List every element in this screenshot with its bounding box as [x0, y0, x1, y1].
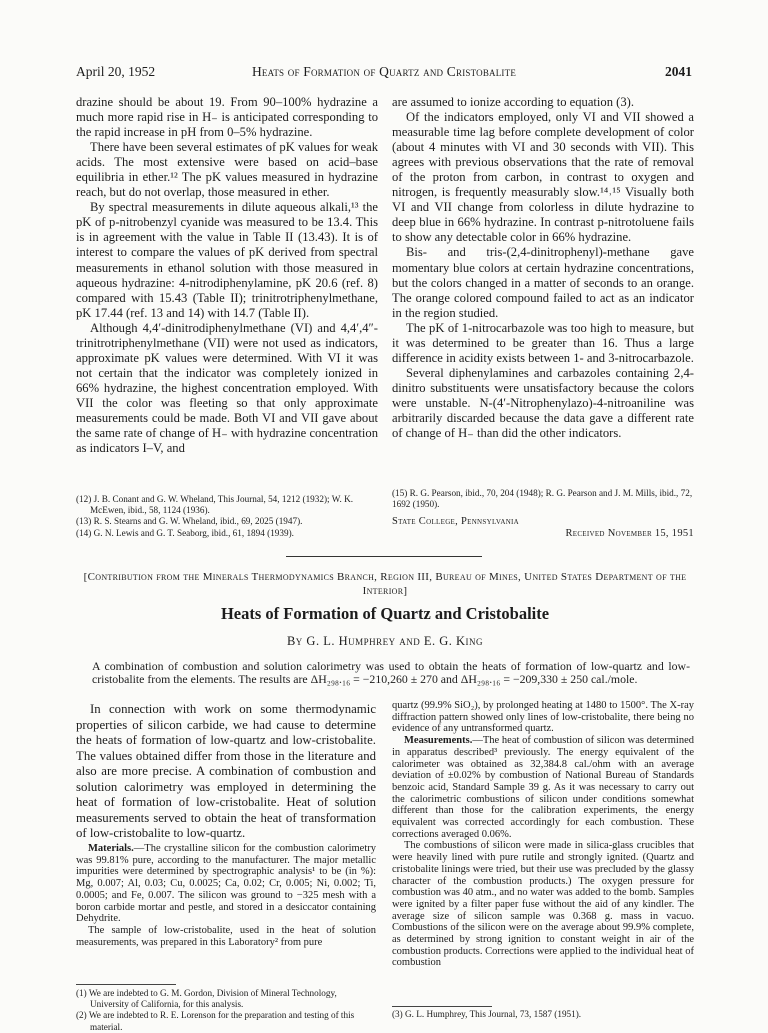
- article-footnote-right: (3) G. L. Humphrey, This Journal, 73, 1587 (1951).: [392, 1009, 582, 1019]
- top-left-column: [76, 95, 378, 456]
- footnote: (14) G. N. Lewis and G. T. Seaborg, ibid., 61, 1894 (1939).: [76, 527, 294, 538]
- abstract: A combination of combustion and solution calorimetry was used to obtain the heats of formation of low-quartz and low-cristobalite from the elements. The results are ΔH₂₉₈.₁₆ = −210,260 ± 270 and ΔH₂₉₈.₁₆ = −209,330 ± 250 cal./mole.: [92, 659, 690, 687]
- contribution-line: [Contribution from the Minerals Thermodynamics Branch, Region III, Bureau of Mines, United States Department of the Interior]: [83, 571, 687, 597]
- footnote: (1) We are indebted to G. M. Gordon, Division of Mineral Technology, University of California, for this analysis.: [76, 988, 337, 1010]
- paragraph: Of the indicators employed, only VI and VII showed a measurable time lag before complete development of color (about 4 minutes with VI and 30 seconds with VII). This agrees with previous observations that the rate of removal of the proton from carbon, in contrast to oxygen and nitrogen, is frequently measurably slow.¹⁴˒¹⁵ Visually both VI and VII change from colorless in dilute hydrazine to deep blue in 66% hydrazine. In contrast p-nitrotoluene fails to show any detectable color in 66% hydrazine.: [392, 110, 694, 245]
- paragraph: Several diphenylamines and carbazoles containing 2,4-dinitro substituents were unsatisfactory because the colors were unstable. N-(4′-Nitrophenylazo)-4-nitroaniline was arbitrarily discarded because the data gave a different rate of change of H₋ than did the other indicators.: [392, 365, 694, 441]
- page-number: 2041: [665, 64, 692, 79]
- footnote: (13) R. S. Stearns and G. W. Wheland, ibid., 69, 2025 (1947).: [76, 516, 303, 527]
- article-title: Heats of Formation of Quartz and Cristobalite: [220, 604, 550, 623]
- paragraph: are assumed to ionize according to equation (3).: [392, 95, 634, 109]
- paragraph: quartz (99.9% SiO₂), by prolonged heating at 1480 to 1500°. The X-ray diffraction pattern showed only lines of low-cristobalite, there being no evidence of any untransformed quartz.: [392, 700, 694, 735]
- paragraph: The pK of 1-nitrocarbazole was too high to measure, but it was determined to be greater than 16. Thus a large difference in acidity exists between 1- and 3-nitrocarbazole.: [392, 320, 694, 365]
- section-divider: [286, 556, 482, 557]
- paragraph: drazine should be about 19. From 90–100% hydrazine a much more rapid rise in H₋ is anticipated corresponding to the rapid increase in pH from 0–5% hydrazine.: [76, 95, 378, 140]
- paragraph: In connection with work on some thermodynamic properties of silicon carbide, we had cause to determine the heats of formation of low-quartz and low-cristobalite. The values obtained differ from those in the literature and also are more precise. A combination of combustion and solution calorimetry was employed in determining the heat of formation of low-cristobalite. Heat of solution measurements served to obtain the heat of transformation of low-cristobalite to low-quartz.: [76, 702, 376, 840]
- paragraph: There have been several estimates of pK values for weak acids. The most extensive were based on acid–base equilibria in ether.¹² The pK values measured in hydrazine reach, but do not overlap, those measured in ether.: [76, 140, 378, 200]
- running-title: Heats of Formation of Quartz and Cristobalite: [251, 64, 517, 79]
- footnote-rule: [392, 1006, 492, 1007]
- paragraph: By spectral measurements in dilute aqueous alkali,¹³ the pK of p-nitrobenzyl cyanide was measured to be 13.4. This is in agreement with the value in Table II (13.43). It is of interest to compare the values of pK derived from spectral measurements in ethanol solution with those measured in aqueous hydrazine: 4-nitrodiphenylamine, pK 20.6 (ref. 8) compared with 15.43 (Table II); trinitrotriphenylmethane, pK 17.44 (ref. 13 and 14) with 14.7 (Table II).: [76, 200, 378, 320]
- top-left-footnotes: [76, 494, 378, 539]
- paragraph: The sample of low-cristobalite, used in the heat of solution measurements, was prepared in this Laboratory² from pure: [76, 924, 376, 948]
- location: State College, Pennsylvania: [392, 516, 520, 527]
- header-date: April 20, 1952: [76, 64, 156, 79]
- paragraph: Although 4,4′-dinitrodiphenylmethane (VI) and 4,4′,4″-trinitrotriphenylmethane (VII) were not used as indicators, approximate pK values were determined. With VI it was not certain that the indicator was completely ionized in 66% hydrazine, the highest concentration employed. With VII the color was fleeting so that only approximate measurements could be made. Both VI and VII gave about the same rate of change of H₋ with hydrazine concentration as indicators I–V, and: [76, 320, 378, 456]
- right-body-column: [392, 700, 694, 969]
- received-date: Received November 15, 1951: [565, 528, 694, 539]
- measurements-heading: Measurements.: [404, 735, 473, 747]
- top-right-column: [392, 95, 694, 441]
- materials-text: —The crystalline silicon for the combustion calorimetry was 99.81% pure, according to the manufacturer. The major metallic impurities were determined by spectrographic analysis¹ to be (in %): Mg, 0.007; Al, 0.03; Cu, 0.0025; Ca, 0.02; Cr, 0.005; Ni, 0.002; Ti, 0.0005; and Fe, 0.007. The silicon was ground to −325 mesh with a boron carbide mortar and pestle, and stored in a desiccator containing Dehydrite.: [76, 843, 376, 925]
- paragraph: [392, 735, 694, 840]
- footnote-rule: [76, 984, 176, 985]
- footnote: (2) We are indebted to R. E. Lorenson for the preparation and testing of this material.: [76, 1010, 355, 1032]
- footnote: (12) J. B. Conant and G. W. Wheland, This Journal, 54, 1212 (1932); W. K. McEwen, ibid., 58, 1124 (1936).: [76, 494, 354, 516]
- paragraph: The combustions of silicon were made in silica-glass crucibles that were heavily lined with pure rutile and strongly ignited. (Quartz and cristobalite linings were tried, but their use was precluded by the glassy character of the combustion products.) The oxygen pressure for combustion was 40 atm., and no water was added to the bomb. Samples were ignited by a filter paper fuse without the aid of any kindler. The average size of silicon sample was 0.368 g. mass in vacuo. Combustions of the silicon were on the average about 99.9% complete, as determined by strong ignition to constant weight in air of the combustion products. Corrections were applied to the individual heat of combustion: [392, 840, 694, 969]
- paragraph: Bis- and tris-(2,4-dinitrophenyl)-methane gave momentary blue colors at certain hydrazine concentrations, but the colors changed in a matter of seconds to an orange. The orange colored compound failed to act as an indicator in the region studied.: [392, 245, 694, 320]
- materials-section: [76, 843, 376, 948]
- intro-paragraph: [76, 702, 376, 842]
- paragraph: [76, 843, 376, 925]
- top-right-footnote: (15) R. G. Pearson, ibid., 70, 204 (1948); R. G. Pearson and J. M. Mills, ibid., 72, 1692 (1950).: [392, 488, 693, 510]
- measurements-text: —The heat of combustion of silicon was determined in apparatus described³ previously. The energy equivalent of the calorimeter was obtained as 32,384.8 cal./ohm with an average deviation of ±0.02% by combustion of National Bureau of Standards benzoic acid, Standard Sample 39 g. As it was necessary to carry out the calorimetric combustions of silicon under conditions somewhat different than those for the calibration experiments, the energy equivalent was corrected accordingly for each combustion. These corrections averaged 0.06%.: [392, 735, 694, 840]
- article-authors: By G. L. Humphrey and E. G. King: [286, 634, 484, 648]
- article-footnotes-left: [76, 988, 376, 1033]
- materials-heading: Materials.: [88, 843, 134, 854]
